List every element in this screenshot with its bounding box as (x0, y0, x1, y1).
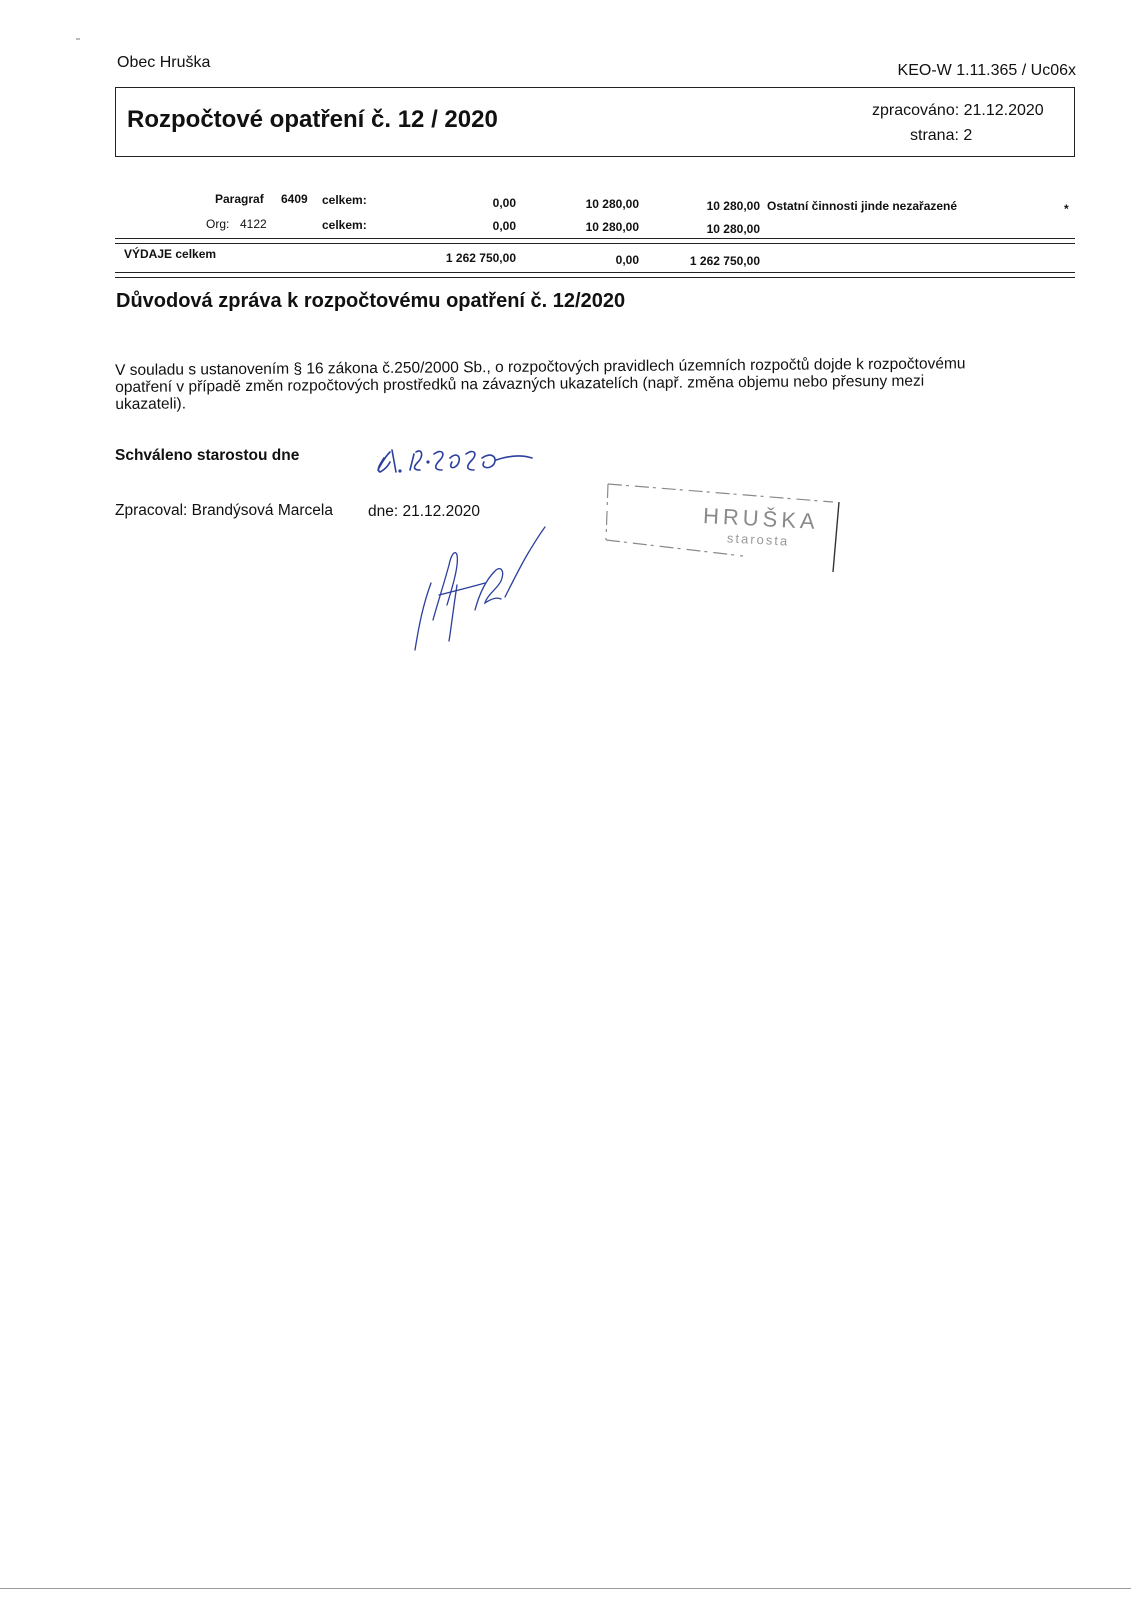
paragraph-description: Ostatní činnosti jinde nezařazené (767, 199, 958, 213)
expenses-value-2: 0,00 (615, 253, 639, 267)
paragraph-value-1: 0,00 (492, 196, 516, 210)
report-paragraph (115, 355, 1050, 413)
org-value-3: 10 280,00 (706, 222, 760, 236)
stamp-text: HRUŠKA (702, 502, 820, 535)
report-line: ukazateli). (115, 395, 187, 413)
report-line: opatření v případě změn rozpočtových prostředků na závazných ukazatelích (např. změna objemu nebo přesuny mezi (115, 372, 925, 396)
report-line: V souladu s ustanovením § 16 zákona č.250/2000 Sb., o rozpočtových pravidlech územních rozpočtů dojde k rozpočtovému (115, 355, 966, 379)
scan-speck (76, 38, 80, 40)
paragraph-value-3: 10 280,00 (706, 199, 760, 213)
divider (115, 277, 1075, 278)
org-value-2: 10 280,00 (585, 220, 639, 234)
processed-date (872, 102, 1044, 120)
page-title: Rozpočtové opatření č. 12 / 2020 (127, 106, 498, 133)
org-label: Org: (206, 217, 230, 231)
paragraph-label: Paragraf (215, 192, 264, 206)
processed-label: zpracováno: (872, 102, 960, 119)
paragraph-code: 6409 (281, 192, 308, 206)
divider (115, 243, 1075, 244)
page-number (910, 127, 972, 145)
prepared-by: Zpracoval: Brandýsová Marcela (115, 502, 333, 519)
official-stamp (603, 472, 843, 572)
divider (115, 238, 1075, 239)
paragraph-value-2: 10 280,00 (585, 197, 639, 211)
paragraph-total-label: celkem: (322, 193, 367, 207)
document-code: KEO-W 1.11.365 / Uc06x (897, 62, 1076, 79)
org-value-1: 0,00 (492, 219, 516, 233)
expenses-label: VÝDAJE celkem (124, 247, 217, 261)
approval-label: Schváleno starostou dne (115, 447, 300, 464)
scan-edge (0, 1588, 1131, 1589)
expenses-value-1: 1 262 750,00 (445, 251, 516, 265)
handwritten-date (370, 440, 545, 480)
prepared-date: dne: 21.12.2020 (368, 503, 481, 520)
stamp-subtext: starosta (726, 530, 790, 549)
paragraph-mark: * (1064, 202, 1069, 216)
page-label: strana: (910, 127, 959, 144)
expenses-value-3: 1 262 750,00 (689, 254, 760, 268)
divider (115, 272, 1075, 273)
page-value: 2 (963, 127, 973, 144)
organization-name: Obec Hruška (117, 54, 211, 71)
processed-value: 21.12.2020 (963, 102, 1044, 119)
signature (405, 525, 555, 655)
org-code: 4122 (240, 217, 267, 231)
org-total-label: celkem: (322, 218, 367, 232)
report-title: Důvodová zpráva k rozpočtovému opatření č. 12/2020 (116, 290, 626, 312)
